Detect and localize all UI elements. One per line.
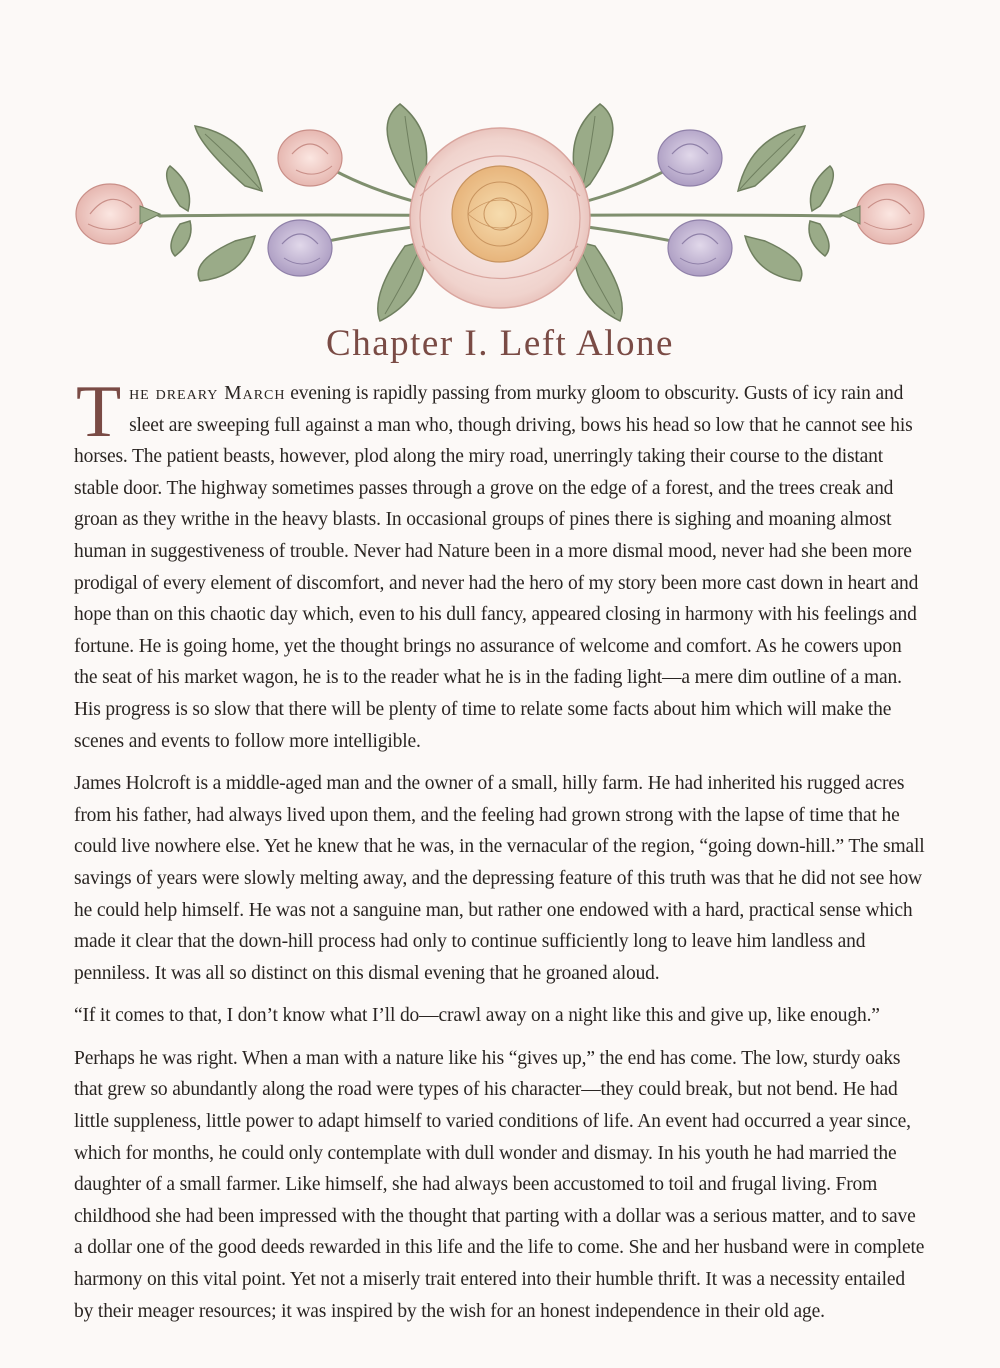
purple-rosebud-lower-right <box>668 220 732 276</box>
drop-cap-letter: T <box>76 371 122 453</box>
chapter-body <box>74 371 926 1338</box>
paragraph-1 <box>74 371 926 757</box>
purple-rosebud-upper-right <box>658 130 722 186</box>
pink-rosebud-upper-left <box>278 130 342 186</box>
paragraph-2: James Holcroft is a middle-aged man and the owner of a small, hilly farm. He had inherited his rugged acres from his father, had always lived upon them, and the feeling had grown strong with the lapse of time that he could live nowhere else. Yet he knew that he was, in the vernacular of the region, “going down-hill.” The small savings of years were slowly melting away, and the depressing feature of this truth was that he did not see how he could help himself. He was not a sanguine man, but rather one endowed with a hard, practical sense which made it clear that the down-hill process had only to continue sufficiently long to leave him landless and penniless. It was all so distinct on this dismal evening that he groaned aloud. <box>74 773 925 984</box>
paragraph-4: Perhaps he was right. When a man with a nature like his “gives up,” the end has come. The low, sturdy oaks that grew so abundantly along the road were types of his character—they could break, but not bend. He had little suppleness, little power to adapt himself to varied conditions of life. An event had occurred a year since, which for months, he could only contemplate with dull wonder and dismay. In his youth he had married the daughter of a small farmer. Like himself, she had always been accustomed to toil and frugal living. From childhood she had been impressed with the thought that parting with a dollar was a serious matter, and to save a dollar one of the good deeds rewarded in this life and the life to come. She and her husband were in complete harmony on this vital point. Yet not a miserly trait entered into their humble thrift. It was a necessity entailed by their meager resources; it was inspired by the wish for an honest independence in their old age. <box>74 1047 925 1322</box>
lead-small-caps: he dreary March <box>129 383 286 404</box>
pink-rosebud-left <box>76 184 160 244</box>
purple-rosebud-lower-left <box>268 220 332 276</box>
paragraph-3: “If it comes to that, I don’t know what I’ll do—crawl away on a night like this and give up, like enough.” <box>74 1005 880 1027</box>
pink-rosebud-right <box>840 184 924 244</box>
paragraph-1-text: evening is rapidly passing from murky gloom to obscurity. Gusts of icy rain and sleet are sweeping full against a man who, though driving, bows his head so low that he cannot see his horses. The patient beasts, however, plod along the miry road, unerringly taking their course to the distant stable door. The highway sometimes passes through a grove on the edge of a forest, and the trees creak and groan as they writhe in the heavy blasts. In occasional groups of pines there is sighing and moaning almost human in suggestiveness of trouble. Never had Nature been in a more dismal mood, never had she been more prodigal of every element of discomfort, and never had the hero of my story been more cast down in heart and hope than on this chaotic day which, even to his dull fancy, appeared closing in harmony with his feelings and fortune. He is going home, yet the thought brings no assurance of welcome and comfort. As he cowers upon the seat of his market wagon, he is to the reader what he is in the fading light—a mere dim outline of a man. His progress is so slow that there will be plenty of time to relate some facts about him which will make the scenes and events to follow more intelligible. <box>74 383 919 752</box>
chapter-title: Chapter I. Left Alone <box>326 323 674 364</box>
central-rose <box>410 128 590 308</box>
rose-garland-ornament <box>70 96 930 336</box>
